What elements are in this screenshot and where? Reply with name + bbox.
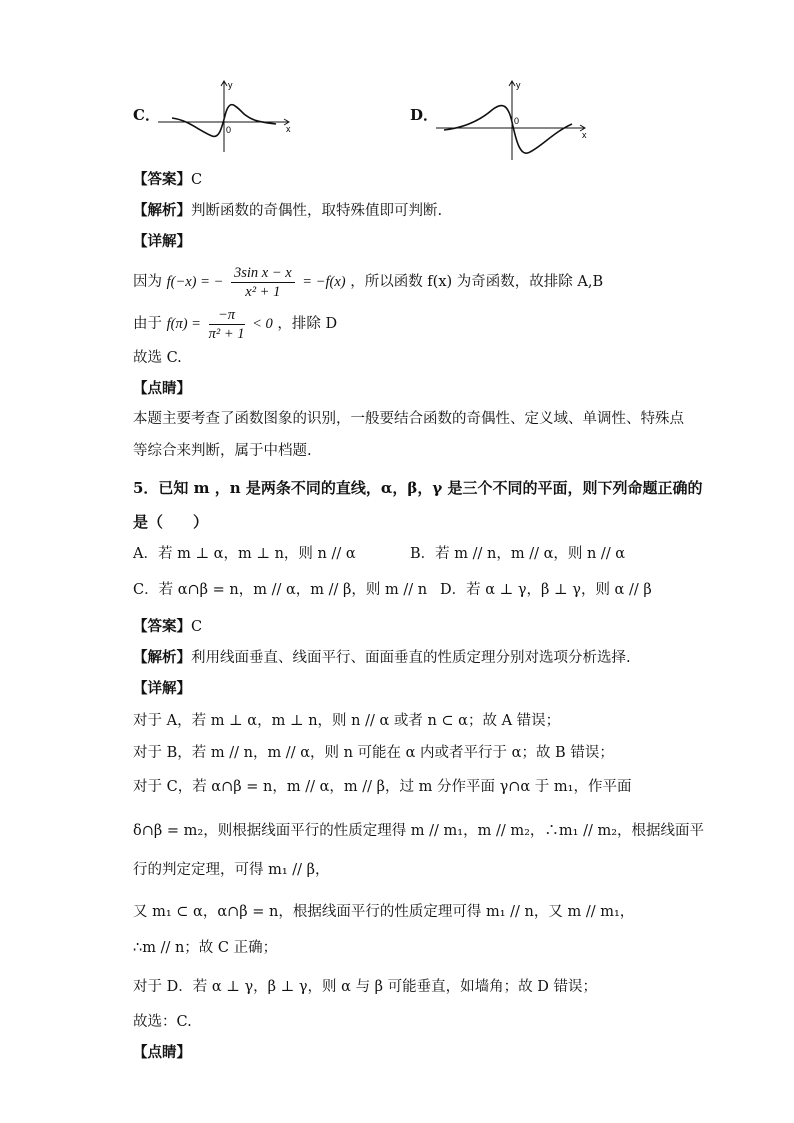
q5-answer [133, 617, 202, 637]
graph-d [436, 78, 591, 162]
q5-option-d: D．若 α ⊥ γ，β ⊥ γ，则 α // β [440, 582, 652, 598]
graph-d-curve [444, 106, 572, 154]
q4-formula-line-1 [133, 259, 603, 305]
formula-lhs: f(π) = [166, 316, 201, 332]
q4-comment-1: 本题主要考查了函数图象的识别，一般要结合函数的奇偶性、定义域、单调性、特殊点 [133, 411, 684, 427]
q5-detail-1: 对于 A，若 m ⊥ α，m ⊥ n，则 n // α 或者 n ⊂ α；故 A 错误； [133, 713, 561, 729]
formula-rhs: < 0 [252, 316, 273, 332]
q5-comment-tag: 【点睛】 [133, 1044, 191, 1061]
analysis-text: 利用线面垂直、线面平行、面面垂直的性质定理分别对选项分析选择. [191, 650, 631, 666]
fraction-denominator: x² + 1 [245, 283, 281, 300]
q4-conclusion: 故选 C. [133, 350, 182, 366]
analysis-tag: 【解析】 [133, 202, 191, 219]
graph-c-x-label: x [286, 124, 291, 134]
answer-tag: 【答案】 [133, 171, 191, 188]
graph-d-y-label: y [516, 80, 521, 90]
q5-detail-7: ∴m // n；故 C 正确； [133, 940, 278, 956]
graph-c [158, 78, 298, 154]
fraction [209, 306, 245, 343]
q4-detail-tag: 【详解】 [133, 233, 191, 250]
q5-detail-6: 又 m₁ ⊂ α，α∩β = n，根据线面平行的性质定理可得 m₁ // n，又 m // m₁， [133, 904, 635, 920]
answer-value: C [191, 172, 203, 188]
q5-detail-4: δ∩β = m₂，则根据线面平行的性质定理得 m // m₁，m // m₂，∴m₁ // m₂，根据线面平 [133, 823, 705, 839]
text: 因为 [133, 274, 162, 290]
q4-comment-2: 等综合来判断，属于中档题. [133, 443, 312, 459]
formula-lhs: f(−x) = − [166, 274, 224, 290]
formula-rhs: = −f(x) [302, 274, 346, 290]
q5-detail-2: 对于 B，若 m // n，m // α，则 n 可能在 α 内或者平行于 α；故 B 错误； [133, 745, 614, 761]
fraction-numerator: −π [209, 306, 245, 325]
q4-comment-tag: 【点睛】 [133, 380, 191, 397]
q5-detail-tag: 【详解】 [133, 680, 191, 697]
option-c-label: C． [133, 106, 160, 124]
graph-d-x-label: x [582, 130, 587, 140]
q5-detail-3: 对于 C，若 α∩β = n，m // α，m // β，过 m 分作平面 γ∩α 于 m₁，作平面 [133, 779, 632, 795]
q5-detail-9: 故选：C. [133, 1014, 192, 1030]
text: ，排除 D [277, 316, 338, 332]
fraction-numerator: 3sin x − x [231, 264, 295, 283]
text: 由于 [133, 316, 162, 332]
q5-option-b: B．若 m // n，m // α，则 n // α [410, 546, 626, 562]
q5-analysis [133, 648, 631, 668]
analysis-text: 判断函数的奇偶性，取特殊值即可判断. [191, 203, 443, 219]
q5-option-a: A．若 m ⊥ α，m ⊥ n，则 n // α [133, 546, 356, 562]
fraction [231, 264, 295, 301]
q5-stem-1: 5．已知 m ，n 是两条不同的直线，α，β，γ 是三个不同的平面，则下列命题正确的 [133, 479, 703, 497]
q5-option-c: C．若 α∩β = n，m // α，m // β，则 m // n [133, 582, 428, 598]
q5-detail-5: 行的判定定理，可得 m₁ // β， [133, 862, 330, 878]
text: ，所以函数 f(x) 为奇函数，故排除 A,B [350, 274, 604, 290]
fraction-denominator: π² + 1 [208, 325, 245, 342]
graph-d-origin: 0 [514, 116, 520, 126]
graph-c-y-label: y [228, 80, 233, 90]
q4-analysis [133, 201, 442, 221]
option-d-label: D． [410, 106, 439, 124]
q5-stem-2: 是（ ） [133, 513, 209, 531]
q5-detail-8: 对于 D．若 α ⊥ γ，β ⊥ γ，则 α 与 β 可能垂直，如墙角；故 D 错误； [133, 979, 598, 995]
q4-answer [133, 170, 202, 190]
answer-tag: 【答案】 [133, 618, 191, 635]
analysis-tag: 【解析】 [133, 649, 191, 666]
graph-c-origin: 0 [226, 125, 232, 135]
q4-formula-line-2 [133, 301, 337, 347]
answer-value: C [191, 619, 203, 635]
